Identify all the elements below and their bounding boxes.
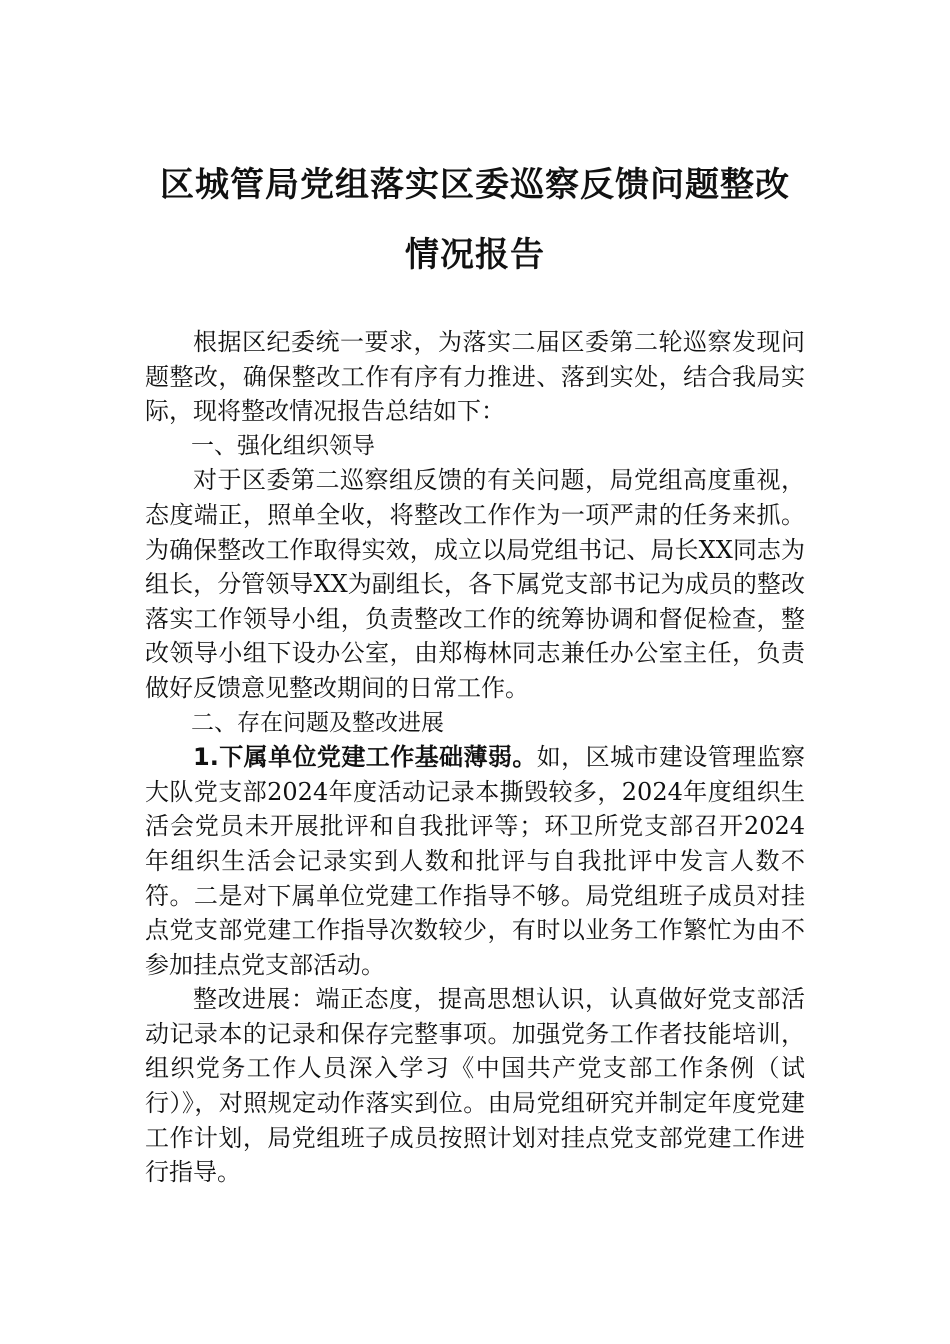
section-1-paragraph: 对于区委第二巡察组反馈的有关问题，局党组高度重视，态度端正，照单全收，将整改工作作为一项严肃的任务来抓。为确保整改工作取得实效，成立以局党组书记、局长XX同志为组长，分管领导XX为副组长，各下属党支部书记为成员的整改落实工作领导小组，负责整改工作的统筹协调和督促检查，整改领导小组下设办公室，由郑梅林同志兼任办公室主任，负责做好反馈意见整改期间的日常工作。 bbox=[145, 466, 805, 702]
progress-paragraph: 整改进展：端正态度，提高思想认识，认真做好党支部活动记录本的记录和保存完整事项。加强党务工作者技能培训，组织党务工作人员深入学习《中国共产党支部工作条例（试行）》，对照规定动作落实到位。由局党组研究并制定年度党建工作计划，局党组班子成员按照计划对挂点党支部党建工作进行指导。 bbox=[145, 985, 805, 1187]
issue-1-paragraph bbox=[145, 740, 805, 982]
title-line-1: 区城管局党组落实区委巡察反馈问题整改 bbox=[160, 165, 790, 205]
document-page bbox=[145, 150, 805, 1190]
section-1-heading: 一、强化组织领导 bbox=[191, 432, 375, 459]
issue-1-text: 如，区城市建设管理监察大队党支部2024年度活动记录本撕毁较多，2024年度组织生活会党员未开展批评和自我批评等；环卫所党支部召开2024年组织生活会记录实到人数和批评与自我批评中发言人数不符。二是对下属单位党建工作指导不够。局党组班子成员对挂点党支部党建工作指导次数较少，有时以业务工作繁忙为由不参加挂点党支部活动。 bbox=[145, 743, 805, 979]
document-title bbox=[145, 150, 805, 290]
intro-paragraph: 根据区纪委统一要求，为落实二届区委第二轮巡察发现问题整改，确保整改工作有序有力推进、落到实处，结合我局实际，现将整改情况报告总结如下： bbox=[145, 328, 805, 426]
title-line-2: 情况报告 bbox=[405, 235, 545, 275]
section-2-heading: 二、存在问题及整改进展 bbox=[191, 709, 444, 736]
document-body bbox=[145, 325, 805, 1190]
issue-1-lead: 1.下属单位党建工作基础薄弱。 bbox=[193, 743, 537, 772]
